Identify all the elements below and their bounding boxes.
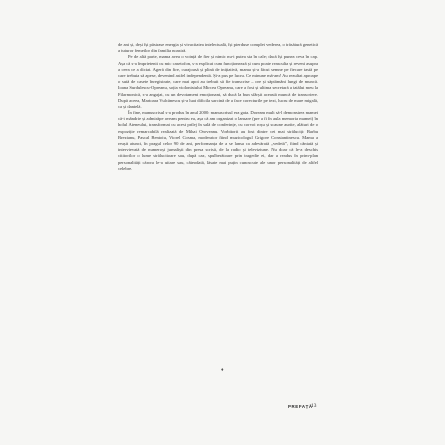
paragraph-2: Pe de altă parte, mama avea o voință de fier și nimic nu-i putea sta în cale; dacă își punea ceva în cap. Așa că s-a împrietenit cu mic casetofon, s-a explicat cum funcționează și cum poate reasculta și reveni asupra a ceea ce a dictat. Ageră din fire, curajoasă și plină de inițiativă, mama și-a făcut semne pe fiecare tastă pe care trebuia să apese, devenind astfel independentă. Și-a pus pe lucru. Ce minune mă-am! Au rezultat aproape o sută de casete înregistrate, care mai apoi au trebuit să fie transcrise – ore și săptămâni lungi de muncă. Ioana Surdulescu-Opreanu, soția violonistului Mircea Opreanu, care a fost și ultima secretară a tatălui meu la Filarmonică, s-a angajat, cu un devotament emoționant, să ducă la bun sfârșit această muncă de transcriere. După aceea, Marioara Vulcănescu și-a luat dificila sarcină de a face corecturile pe text, lucru de mare migală, ca și dantelă. [118, 54, 318, 109]
page-number: 13 [311, 403, 317, 409]
paragraph-1: de ani și, deși își păstrase energia și vivacitatea intelectuală, își pierduse complet vederea, o trăsătură genetică a tuturor femeilor din familia noastră. [118, 42, 318, 54]
section-ornament-icon: ♦ [221, 368, 224, 373]
running-footer-title: PREFAȚĂ [288, 404, 313, 409]
body-text [118, 42, 318, 172]
paragraph-3: În fine, manuscrisul s-a produs în anul 2000: manuscrisul era gata. Doream mult să-l demonstrez mamei că-i mândrie și admirăpe aveam pentru ea, așa că am organizat o lansare (pre a fi în aula memoria mamei) în holul Ateneului, transformat cu acest prilej în sală de conferințe, cu corvoi roșu și scaune aurite, alături de o expoziție remarcabilă realizată de Mihai Oroveanu. Vorbitorii au fost dintre cei mai străluciți: Barbu Brezianu, Pascal Bentoiu, Viorel Cosma, moderator fiind muzicologul Grigore Constantinescu. Mama a reușit atunci, în pragul celor 90 de ani, performanța de a se lansa ca adevărată „vedetă”, fiind cântată și intervievată de numeroși jurnaliști din presa scrisă, de la radio și televiziune. Nu doar că le-a deschis cititorilor o lume strălucitoare sau, după caz, spulberătoare prin tragedie ei, dar a readus în prim-plan personalități cărora le-a uitare sau, câteodată, lăsate mai puțin cunoscute ale unor personalități de altfel celebre. [118, 110, 318, 171]
